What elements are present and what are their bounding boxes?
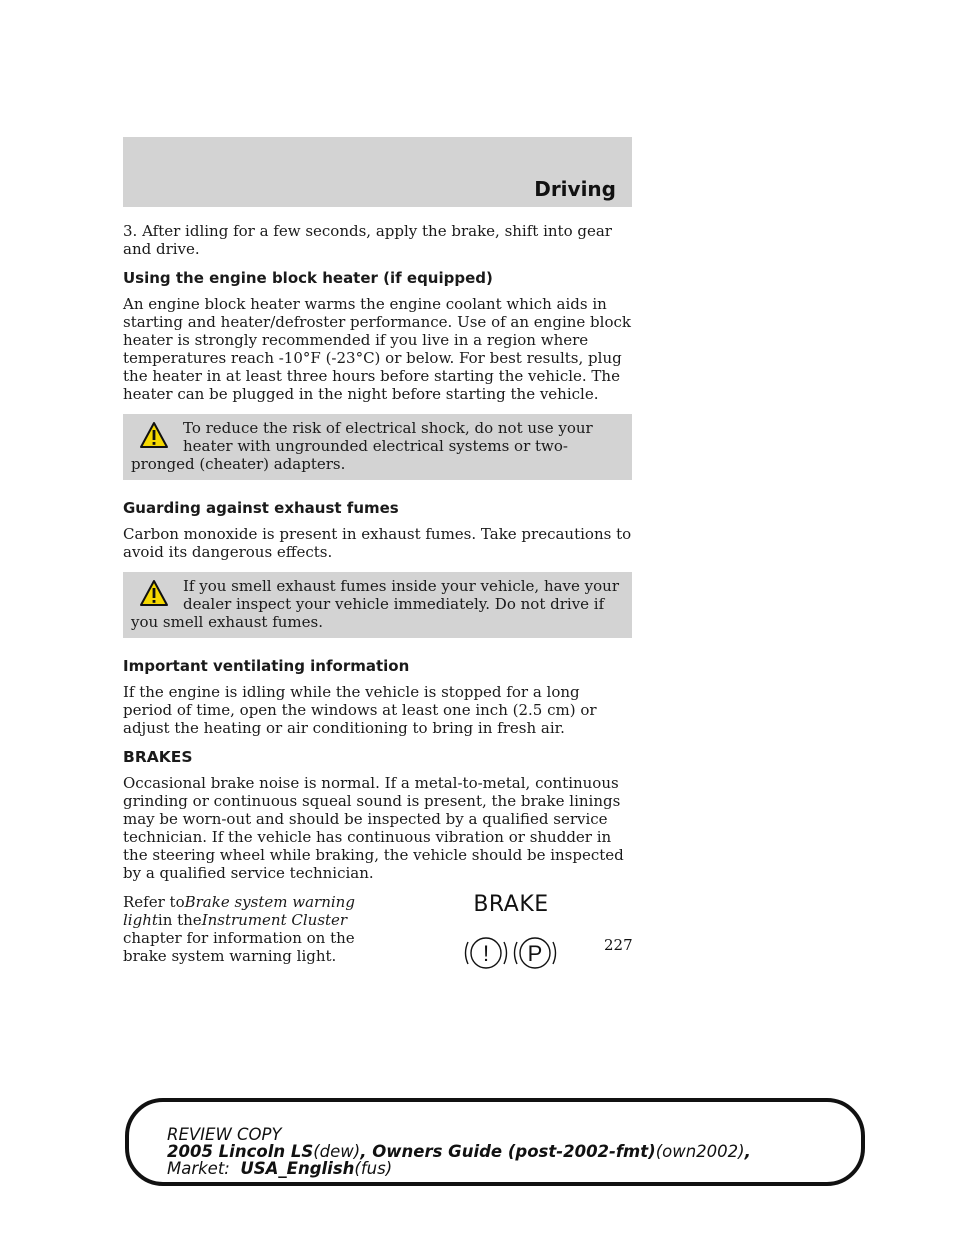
footer-guide-code: (own2002) — [655, 1142, 745, 1161]
section-header-band — [123, 137, 632, 207]
warning-triangle-icon — [139, 421, 169, 449]
refer-prefix: Refer to — [123, 893, 185, 911]
brake-reference-text — [123, 893, 388, 965]
footer-model-line — [167, 1143, 751, 1160]
refer-mid: in the — [157, 911, 202, 929]
warning-triangle-icon — [139, 579, 169, 607]
block-heater-warning — [123, 414, 632, 480]
brake-light-left-symbol: ! — [482, 941, 490, 966]
footer-text — [167, 1126, 751, 1177]
exhaust-body: Carbon monoxide is present in exhaust fumes. Take precautions to avoid its dangerous effects. — [123, 525, 632, 561]
exhaust-heading: Guarding against exhaust fumes — [123, 499, 399, 517]
refer-suffix: chapter for information on the brake system warning light. — [123, 929, 355, 965]
ventilating-heading: Important ventilating information — [123, 657, 410, 675]
reference-brake-light: Brake system warning light — [123, 893, 355, 929]
block-heater-warning-text: To reduce the risk of electrical shock, do not use your heater with ungrounded electrical systems or two-pronged (cheater) adapters. — [131, 419, 593, 473]
footer-comma: , — [744, 1142, 751, 1161]
block-heater-heading: Using the engine block heater (if equipped) — [123, 269, 493, 287]
brake-light-label: BRAKE — [473, 892, 549, 917]
footer-market: USA_English — [240, 1159, 355, 1178]
footer-market-line — [167, 1160, 751, 1177]
footer-guide: , Owners Guide (post-2002-fmt) — [360, 1142, 656, 1161]
brake-warning-light-icon — [459, 892, 563, 976]
block-heater-body: An engine block heater warms the engine coolant which aids in starting and heater/defroster performance. Use of an engine block heater is strongly recommended if you live in a region where temperatures reach -10°F (-23°C) or below. For best results, plug the heater in at least three hours before starting the vehicle. The heater can be plugged in the night before starting the vehicle. — [123, 295, 631, 403]
brake-light-right-symbol: P — [527, 941, 543, 966]
page-content — [123, 222, 632, 985]
step-3-text: 3. After idling for a few seconds, apply the brake, shift into gear and drive. — [123, 222, 612, 258]
page-number: 227 — [604, 936, 633, 954]
exhaust-warning-text: If you smell exhaust fumes inside your vehicle, have your dealer inspect your vehicle immediately. Do not drive if you smell exhaust fumes. — [131, 577, 619, 631]
brake-reference-row — [123, 893, 632, 985]
footer-model: 2005 Lincoln LS — [167, 1142, 314, 1161]
footer-market-code: (fus) — [354, 1159, 393, 1178]
review-copy-footer — [125, 1098, 865, 1186]
footer-review-label: REVIEW COPY — [167, 1125, 282, 1144]
section-title: Driving — [534, 177, 616, 201]
reference-instrument-cluster: Instrument Cluster — [201, 911, 348, 929]
exhaust-warning — [123, 572, 632, 638]
footer-model-code: (dew) — [313, 1142, 361, 1161]
footer-market-label: Market: — [167, 1159, 230, 1178]
ventilating-body: If the engine is idling while the vehicle is stopped for a long period of time, open the windows at least one inch (2.5 cm) or adjust the heating or air conditioning to bring in fresh air. — [123, 683, 597, 737]
brakes-body: Occasional brake noise is normal. If a metal-to-metal, continuous grinding or continuous squeal sound is present, the brake linings may be worn-out and should be inspected by a qualified service technician. If the vehicle has continuous vibration or shudder in the steering wheel while braking, the vehicle should be inspected by a qualified service technician. — [123, 774, 624, 882]
brakes-heading: BRAKES — [123, 748, 193, 766]
